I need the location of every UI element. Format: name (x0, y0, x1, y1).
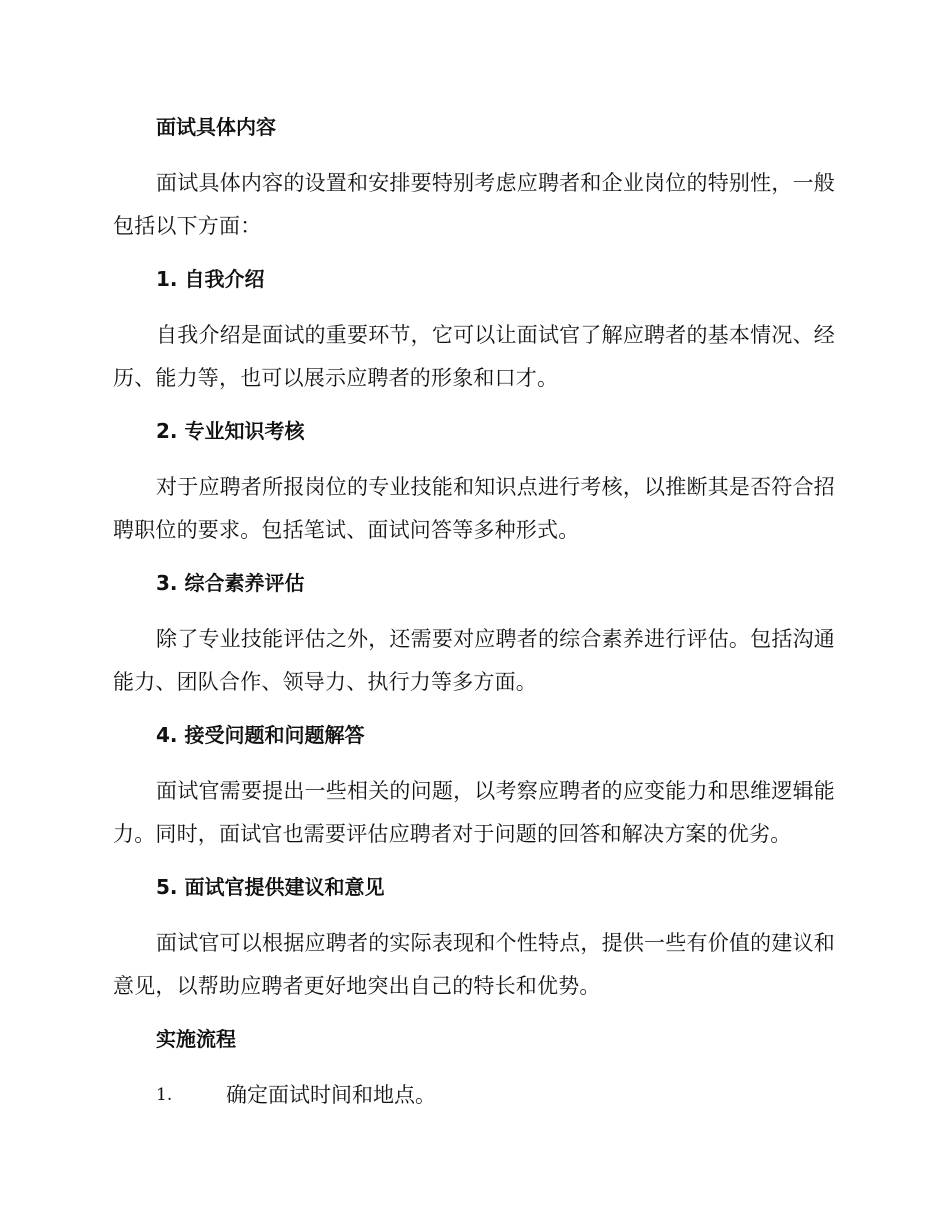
item-heading-4: 4. 接受问题和问题解答 (156, 723, 365, 747)
item-body-3: 除了专业技能评估之外，还需要对应聘者的综合素养进行评估。包括沟通能力、团队合作、领导力、执行力等多方面。 (113, 627, 835, 694)
process-step-text: 确定面试时间和地点。 (226, 1083, 436, 1107)
item-heading-3: 3. 综合素养评估 (156, 571, 305, 595)
item-heading-2: 2. 专业知识考核 (156, 419, 305, 443)
process-step-number: 1. (156, 1085, 173, 1105)
item-heading-5: 5. 面试官提供建议和意见 (156, 875, 385, 899)
item-heading-1: 1. 自我介绍 (156, 267, 265, 291)
section-heading-interview-content: 面试具体内容 (156, 115, 276, 139)
item-body-1: 自我介绍是面试的重要环节，它可以让面试官了解应聘者的基本情况、经历、能力等，也可以展示应聘者的形象和口才。 (113, 323, 835, 390)
section-heading-process: 实施流程 (156, 1027, 236, 1051)
item-body-2: 对于应聘者所报岗位的专业技能和知识点进行考核，以推断其是否符合招聘职位的要求。包括笔试、面试问答等多种形式。 (113, 475, 835, 542)
section-intro-paragraph: 面试具体内容的设置和安排要特别考虑应聘者和企业岗位的特别性，一般包括以下方面： (113, 171, 835, 238)
process-step-1 (113, 1080, 835, 1110)
item-body-5: 面试官可以根据应聘者的实际表现和个性特点，提供一些有价值的建议和意见，以帮助应聘者更好地突出自己的特长和优势。 (113, 931, 835, 998)
item-body-4: 面试官需要提出一些相关的问题，以考察应聘者的应变能力和思维逻辑能力。同时，面试官也需要评估应聘者对于问题的回答和解决方案的优劣。 (113, 779, 835, 846)
